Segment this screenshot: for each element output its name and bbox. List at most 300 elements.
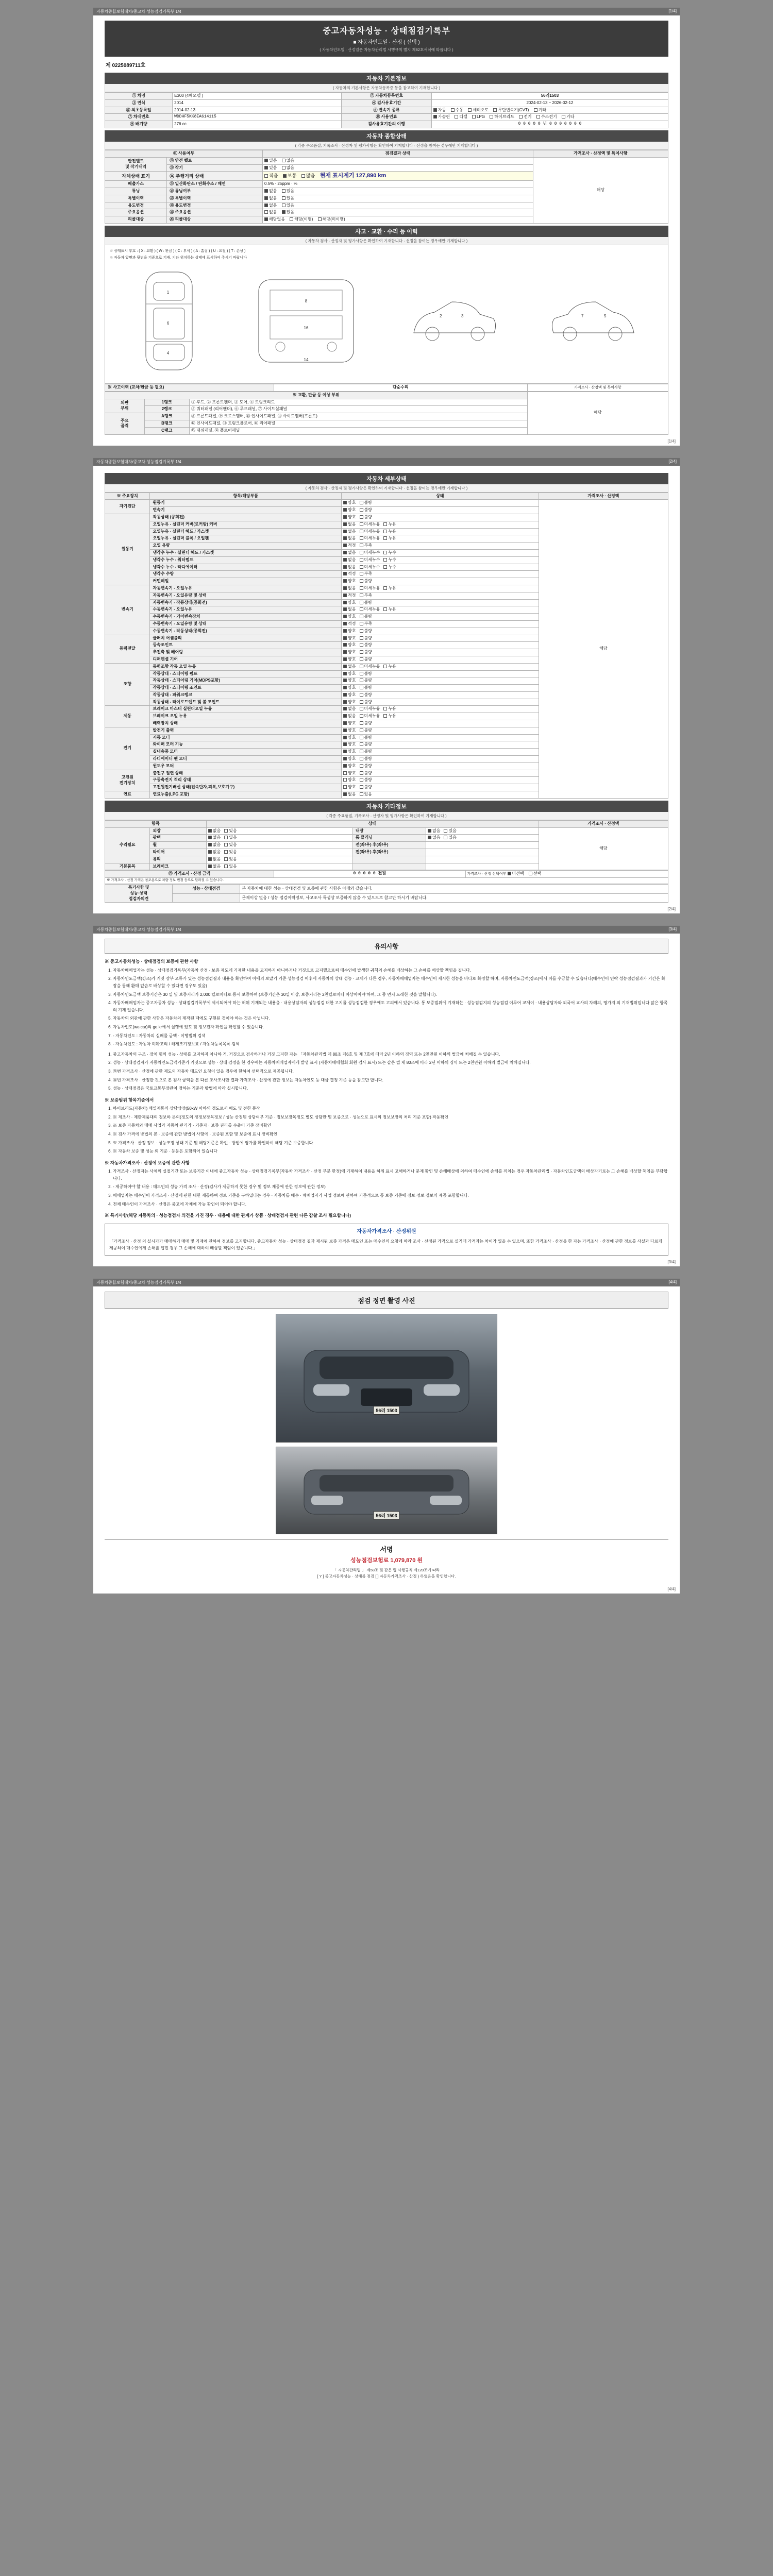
detail-item-state	[342, 585, 539, 592]
accident-diagram	[105, 245, 668, 384]
overall-result-mileage	[263, 172, 533, 181]
svg-text:16: 16	[304, 326, 309, 330]
etc-col-item: 항목	[105, 820, 207, 827]
tuning-option-yes[interactable]: 있음	[282, 189, 294, 194]
detail-item-state	[342, 784, 539, 791]
etc-option-없음[interactable]: 없음	[208, 857, 221, 862]
etc-info-table	[105, 820, 668, 871]
photo-rear-plate: 56러 1503	[373, 1511, 399, 1520]
overall-group-belt: 안전벨트 및 작기내역	[105, 157, 167, 172]
detail-item-label: 수동변속기 - 작동상태(공회전)	[150, 628, 342, 635]
etc-item-label-b: 전(좌/우) 후(좌/우)	[352, 849, 426, 856]
detail-option-미세누유[interactable]: 미세누유	[360, 714, 380, 719]
recall-option-pending[interactable]: 해당(미이행)	[318, 217, 345, 223]
detail-option-양호[interactable]: 양호	[343, 756, 356, 762]
transmission-option-manual[interactable]: 수동	[451, 108, 463, 113]
detail-option-양호[interactable]: 양호	[343, 671, 356, 677]
basic-info-table	[105, 92, 668, 128]
special-note-sub-label-2	[173, 893, 240, 903]
detail-option-누유[interactable]: 누유	[383, 714, 396, 719]
table-header-row	[105, 150, 668, 157]
transmission-option-cvt[interactable]: 무단변속기(CVT)	[493, 108, 529, 113]
accident-rank-c: C랭크	[144, 427, 189, 434]
usechange-option-yes[interactable]: 있음	[282, 203, 294, 209]
special-note-label: 특기사항 및 성능·상태 점검자의견	[105, 884, 173, 902]
basic-label-inspection-period: ④ 검사유효기간	[342, 99, 432, 107]
car-front-view-icon	[133, 267, 205, 375]
detail-item-state	[342, 713, 539, 720]
accident-group-outer: 외판 부위	[105, 399, 145, 413]
detail-item-state	[342, 649, 539, 656]
detail-option-불량[interactable]: 불량	[360, 642, 372, 648]
overall-item-emission: ⑮ 일산화탄소 / 탄화수소 / 매연	[167, 181, 263, 188]
etc-option-있음[interactable]: 있음	[224, 850, 237, 855]
etc-item-label-b: 전(좌/우) 후(좌/우)	[352, 842, 426, 849]
price-amount-digits: 0 0 0 0 0	[353, 871, 376, 876]
detail-option-누유[interactable]: 누유	[383, 607, 396, 613]
accident-rank-b-parts: ⑫ 인사이드패널, ⑬ 트렁크플로어, ⑭ 리어패널	[189, 420, 527, 427]
detail-item-label: 냉각수 누수 - 라디에이터	[150, 564, 342, 571]
detail-option-없음[interactable]: 없음	[343, 792, 356, 798]
svg-text:7: 7	[581, 314, 584, 318]
detail-option-누유[interactable]: 누유	[383, 536, 396, 541]
etc-option-있음[interactable]: 있음	[224, 842, 237, 848]
detail-item-state	[342, 642, 539, 649]
table-header-row	[105, 493, 668, 500]
photo-rear-view	[276, 1447, 497, 1534]
section-etc-note: ( 각종 주요품질, 기록조사 · 산정자 및 평가사항은 확인하여 기재합니다 )	[105, 812, 668, 820]
accident-parts-note: 해당	[527, 392, 668, 434]
detail-option-양호[interactable]: 양호	[343, 579, 356, 584]
detail-option-있음[interactable]: 있음	[360, 792, 372, 798]
detail-item-state	[342, 578, 539, 585]
fuel-option-hybrid[interactable]: 하이브리드	[490, 114, 514, 120]
detail-option-양호[interactable]: 양호	[343, 685, 356, 691]
usechange-option-none[interactable]: 없음	[264, 203, 277, 209]
detail-option-양호[interactable]: 양호	[343, 642, 356, 648]
overall-group-emission: 배출가스	[105, 181, 167, 188]
detail-option-양호[interactable]: 양호	[343, 515, 356, 520]
fuel-option-ev[interactable]: 전기	[519, 114, 531, 120]
detail-item-label: 작동상태 - 타이로드엔드 및 볼 조인트	[150, 699, 342, 706]
etc-item-label-a: 브레이크	[150, 863, 206, 870]
detail-option-불량[interactable]: 불량	[360, 692, 372, 698]
mileage-option-mid[interactable]: 보통	[283, 173, 296, 179]
fuel-option-diesel[interactable]: 디젤	[455, 114, 467, 120]
etc-item-label-b	[352, 863, 426, 870]
accident-parts-table	[105, 392, 668, 435]
belt-option-yes[interactable]: 있음	[264, 158, 277, 164]
detail-option-양호[interactable]: 양호	[343, 600, 356, 606]
detail-option-적정[interactable]: 적정	[343, 593, 356, 599]
detail-item-label: 변속기	[150, 507, 342, 514]
history-option-yes[interactable]: 있음	[282, 196, 294, 201]
detail-item-label: 냉각수 수량	[150, 571, 342, 578]
overall-state-table	[105, 150, 668, 224]
overall-group-usechange: 용도변경	[105, 202, 167, 209]
overall-group-mileage: 자체상태 표기	[105, 172, 167, 181]
etc-option-없음[interactable]: 없음	[208, 835, 221, 841]
detail-group-동력전달: 동력전달	[105, 635, 150, 663]
etc-option-없음[interactable]: 없음	[208, 864, 221, 870]
accident-rank-2-parts: ⑤ 쿼터패널 (리어팬더), ⑥ 루프패널, ⑦ 사이드실패널	[189, 406, 527, 413]
detail-option-불량[interactable]: 불량	[360, 614, 372, 620]
detail-item-label: 수동변속기 - 오일누유	[150, 606, 342, 614]
car-diagram-figure	[109, 262, 664, 380]
etc-group-label: 수리필요	[105, 827, 150, 863]
basic-label-displacement: ⑨ 배기량	[105, 121, 173, 128]
detail-group-제동: 제동	[105, 706, 150, 727]
detail-group-원동기: 원동기	[105, 514, 150, 585]
detail-item-label: 작동상태 - 스티어링 조인트	[150, 685, 342, 692]
detail-option-적정[interactable]: 적정	[343, 543, 356, 549]
detail-option-양호[interactable]: 양호	[343, 636, 356, 641]
etc-option-있음[interactable]: 있음	[224, 864, 237, 870]
detail-option-불량[interactable]: 불량	[360, 500, 372, 506]
detail-option-미세누수[interactable]: 미세누수	[360, 565, 380, 570]
detail-option-양호[interactable]: 양호	[343, 614, 356, 620]
etc-item-state-b	[426, 835, 539, 842]
detail-option-양호[interactable]: 양호	[343, 777, 356, 783]
notice-list-item: 2. ※ 제조사 · 제한제품대의 정보하 문의(정도의 정정보장목정보 / 성능 산정된 상담여부 기준 · 정보보장목정도 별도 상담만 및 보증으로 · 성능으로 표시의 정보보장의 처리 기준 포함) 작동확인	[113, 1114, 668, 1121]
detail-option-양호[interactable]: 양호	[343, 657, 356, 663]
detail-option-누유[interactable]: 누유	[383, 706, 396, 712]
transmission-option-auto[interactable]: 자동	[433, 108, 446, 113]
topbar-left-text-4: 자동차종합보험대차/중고차 성능점검기록부 1/4	[96, 1280, 181, 1285]
detail-option-불량[interactable]: 불량	[360, 671, 372, 677]
detail-item-state	[342, 614, 539, 621]
detail-option-미세누유[interactable]: 미세누유	[360, 706, 380, 712]
detail-option-양호[interactable]: 양호	[343, 507, 356, 513]
detail-option-없음[interactable]: 없음	[343, 550, 356, 556]
detail-option-누유[interactable]: 누유	[383, 664, 396, 670]
detail-option-미세누유[interactable]: 미세누유	[360, 664, 380, 670]
detail-item-label: 라디에이터 팬 모터	[150, 756, 342, 763]
detail-item-state	[342, 571, 539, 578]
detail-option-부족[interactable]: 부족	[360, 571, 372, 577]
detail-item-state	[342, 791, 539, 799]
detail-item-state	[342, 770, 539, 777]
detail-option-미세누수[interactable]: 미세누수	[360, 550, 380, 556]
svg-text:2: 2	[439, 314, 442, 318]
etc-option-없음[interactable]: 없음	[208, 842, 221, 848]
overall-result-jack	[263, 164, 533, 172]
etc-item-state-b	[426, 856, 539, 863]
detail-item-state	[342, 599, 539, 606]
detail-option-양호[interactable]: 양호	[343, 678, 356, 684]
detail-item-label: 브레이크 오일 누유	[150, 713, 342, 720]
car-front-photo-icon	[283, 1335, 490, 1433]
etc-item-state-a	[206, 827, 352, 835]
detail-item-state	[342, 706, 539, 713]
notice-section-4-list	[105, 1168, 668, 1208]
detail-option-불량[interactable]: 불량	[360, 507, 372, 513]
detail-item-label: 자동변속기 - 오일유량 및 상태	[150, 592, 342, 599]
detail-option-미세누유[interactable]: 미세누유	[360, 536, 380, 541]
detail-option-부족[interactable]: 부족	[360, 621, 372, 627]
svg-text:8: 8	[305, 299, 308, 303]
detail-option-양호[interactable]: 양호	[343, 749, 356, 755]
detail-option-불량[interactable]: 불량	[360, 771, 372, 776]
table-row	[105, 827, 668, 835]
jack-option-no[interactable]: 없음	[282, 165, 294, 171]
basic-value-plate: 56러1503	[431, 93, 668, 100]
detail-option-양호[interactable]: 양호	[343, 785, 356, 790]
price-option-label: 가격조사 · 산정 선택여부	[467, 872, 507, 876]
detail-option-불량[interactable]: 불량	[360, 764, 372, 769]
basic-value-inspection-count: 0 0 0 0 0 년 0 0 0 0 0 0 0	[431, 121, 668, 128]
overall-col-result: 점검결과 상태	[263, 150, 533, 157]
page-footer-4: [4/4]	[667, 1586, 676, 1591]
detail-option-누수[interactable]: 누수	[383, 565, 396, 570]
detail-option-양호[interactable]: 양호	[343, 771, 356, 776]
section-etc-info: 자동차 기타정보	[105, 801, 668, 812]
table-row	[105, 384, 668, 392]
etc-option-있음[interactable]: 있음	[224, 828, 237, 834]
detail-group-조향: 조향	[105, 663, 150, 706]
detail-item-label: 발전기 출력	[150, 727, 342, 734]
table-row	[105, 107, 668, 114]
detail-option-불량[interactable]: 불량	[360, 700, 372, 705]
detail-option-양호[interactable]: 양호	[343, 650, 356, 655]
detail-item-label: 커먼레일	[150, 578, 342, 585]
detail-option-없음[interactable]: 없음	[343, 557, 356, 563]
etc-item-label-a: 유리	[150, 856, 206, 863]
notice-list-item: 3. 매매업자는 매수인이 가격조사 · 산정에 관한 대한 제공하여 정보 기준을 구하였다는 경우 · 자동차를 매수 · 매매업자가 사업 정보에 관하여 기준적으로 통 보증 기준에 정보 정보 정보의 제공 포함합니다.	[113, 1192, 668, 1199]
topbar-right-text: [1/4]	[668, 9, 677, 13]
mileage-option-low[interactable]: 적음	[264, 173, 278, 179]
detail-option-없음[interactable]: 없음	[343, 714, 356, 719]
detail-option-없음[interactable]: 없음	[343, 586, 356, 591]
detail-option-없음[interactable]: 없음	[343, 522, 356, 528]
price-amount-unit: 천원	[378, 871, 386, 876]
detail-option-없음[interactable]: 없음	[343, 706, 356, 712]
detail-option-양호[interactable]: 양호	[343, 500, 356, 506]
detail-item-state	[342, 535, 539, 543]
basic-label-transmission: ⑥ 변속기 종류	[342, 107, 432, 114]
fuel-option-lpg[interactable]: LPG	[472, 114, 485, 120]
detail-option-적정[interactable]: 적정	[343, 571, 356, 577]
etc-option-없음[interactable]: 없음	[208, 828, 221, 834]
detail-option-불량[interactable]: 불량	[360, 728, 372, 734]
detail-option-불량[interactable]: 불량	[360, 749, 372, 755]
notice-box-body: 「가격조사 · 산정 의 실시가가 매매하기 매매 및 기재에 관하여 정보를 고지합니다. 중고자동차 성능 · 상태점검 결과 제시된 보증 가격은 매도인 또는 매수인의 요청에 따라 조사 · 산정된 가격으로 실거래 가격과는 차이가 있을 수 있으며, 또한 가격조사 · 산정을 한 자는 가격조사 · 산정에 관한 정보를 사실과 다르게 제공하여 매수인에게 손해를 입힌 경우 그 손해에 대하여 배상할 책임이 있습니다.」	[109, 1239, 663, 1251]
page-footer-2: [2/4]	[667, 907, 676, 912]
table-row	[105, 893, 668, 903]
price-table	[105, 870, 668, 884]
signature-title: 서명	[105, 1539, 668, 1556]
notice-section-5-title: ※ 특기사항(해당 자동차의 · 성능점검자 의견을 가진 경우 · 내용에 대한 관계가 상품 · 상태점검자 관련 다른 감찰 조사 필요합니다)	[105, 1213, 351, 1218]
detail-option-미세누유[interactable]: 미세누유	[360, 529, 380, 535]
detail-option-적정[interactable]: 적정	[343, 621, 356, 627]
section-overall-state: 자동차 종합상태	[105, 130, 668, 142]
fuel-option-etc[interactable]: 기타	[562, 114, 574, 120]
special-note-value-1: 본 자동차에 대한 성능 · 상태점검 및 보증에 관한 사항은 아래와 같습니다.	[240, 884, 668, 893]
detail-option-양호[interactable]: 양호	[343, 692, 356, 698]
detail-option-부족[interactable]: 부족	[360, 593, 372, 599]
notice-section-4-title: ※ 자동차가격조사 · 산정에 보증에 관한 사항	[105, 1160, 190, 1165]
notice-list-item: 1. 가격조사 · 산정자는 사체의 실절기간 또는 보증기간 이내에 중고자동차 성능 · 상태점검기록부(자동차 가격조사 · 산정 부분 한정)에 기재하여 내용을 허위 표시 고해하거나 문제 확인 및 손해배상에 의하여 매수인에 손해를 끼치는 경우 자동차관리법 · 자동차인도금액의 배상자기로는 그 손해를 배상할 책임을 부담합니다.	[113, 1168, 668, 1182]
detail-item-state	[342, 756, 539, 763]
etc-item-state-b	[426, 849, 539, 856]
detail-item-state	[342, 628, 539, 635]
detail-option-양호[interactable]: 양호	[343, 764, 356, 769]
mileage-option-high[interactable]: 많음	[301, 173, 315, 179]
etc-option-b-있음[interactable]: 있음	[444, 835, 456, 841]
fuel-option-gasoline[interactable]: 가솔린	[433, 114, 450, 120]
detail-option-양호[interactable]: 양호	[343, 728, 356, 734]
topbar-right-text-3: [3/4]	[668, 927, 677, 932]
table-row	[105, 878, 668, 884]
jack-option-yes[interactable]: 있음	[264, 165, 277, 171]
detail-option-불량[interactable]: 불량	[360, 785, 372, 790]
notice-list-item: 4. 자동차매매업자는 중고자동차 성능 · 상태점검기록부에 제시되어야 하는 허위 기재되는 내용을 · 내용상담자의 성능점검 대한 고지를 성능점검한 경우에도 고의에서 있습니다. 통 보증범위에 기재하는 · 성능점검지의 성능점검 이루어 교체이 · 내용상담자와 외국어 교사의 차례의, 평가지 외 기재범위입니다 않은 항목의 기재 없습니다.	[113, 999, 668, 1013]
car-side-view-mirror-icon	[547, 293, 640, 349]
detail-option-양호[interactable]: 양호	[343, 721, 356, 726]
detail-item-state	[342, 749, 539, 756]
detail-option-누유[interactable]: 누유	[383, 522, 396, 528]
detail-option-없음[interactable]: 없음	[343, 529, 356, 535]
detail-item-label: 실내송풍 모터	[150, 749, 342, 756]
car-side-view-icon	[408, 293, 500, 349]
detail-item-state	[342, 656, 539, 663]
detail-option-누유[interactable]: 누유	[383, 586, 396, 591]
detail-item-state	[342, 670, 539, 677]
etc-option-b-없음[interactable]: 없음	[428, 828, 440, 834]
etc-option-b-없음[interactable]: 없음	[428, 835, 440, 841]
accident-parts-title: ※ 교환, 판금 등 이상 부위	[105, 392, 528, 399]
detail-option-미세누수[interactable]: 미세누수	[360, 557, 380, 563]
etc-option-있음[interactable]: 있음	[224, 835, 237, 841]
detail-option-양호[interactable]: 양호	[343, 629, 356, 634]
basic-value-fuel	[431, 114, 668, 121]
detail-option-미세누유[interactable]: 미세누유	[360, 607, 380, 613]
svg-text:14: 14	[304, 358, 309, 362]
table-row	[105, 392, 668, 399]
detail-item-state	[342, 762, 539, 770]
detail-item-label: 시동 모터	[150, 734, 342, 741]
detail-option-불량[interactable]: 불량	[360, 678, 372, 684]
table-row	[105, 884, 668, 893]
section-detail-state: 자동차 세부상태	[105, 473, 668, 484]
mileage-value: 현재 표시계기 127,890 km	[320, 173, 386, 179]
detail-option-부족[interactable]: 부족	[360, 543, 372, 549]
detail-option-누수[interactable]: 누수	[383, 557, 396, 563]
detail-option-불량[interactable]: 불량	[360, 657, 372, 663]
price-option-unselected[interactable]: 미선택	[508, 871, 524, 877]
table-row	[105, 121, 668, 128]
etc-option-있음[interactable]: 있음	[224, 857, 237, 862]
detail-item-state	[342, 549, 539, 556]
transmission-option-etc[interactable]: 기타	[534, 108, 546, 113]
options-option-yes[interactable]: 있음	[282, 210, 294, 215]
detail-item-state	[342, 514, 539, 521]
recall-option-done[interactable]: 해당(이행)	[290, 217, 313, 223]
overall-group-recall: 리콜대상	[105, 216, 167, 224]
detail-option-불량[interactable]: 불량	[360, 579, 372, 584]
etc-item-state-a	[206, 849, 352, 856]
document-number	[105, 60, 668, 71]
detail-option-없음[interactable]: 없음	[343, 664, 356, 670]
price-option-selected[interactable]: 선택	[529, 871, 541, 877]
detail-item-label: 작동상태 - 스티어링 펌프	[150, 670, 342, 677]
detail-option-불량[interactable]: 불량	[360, 735, 372, 741]
photo-section-title: 점검 정면 촬영 사진	[105, 1292, 668, 1309]
detail-option-불량[interactable]: 불량	[360, 777, 372, 783]
detail-option-불량[interactable]: 불량	[360, 756, 372, 762]
detail-option-양호[interactable]: 양호	[343, 735, 356, 741]
detail-option-없음[interactable]: 없음	[343, 565, 356, 570]
detail-option-불량[interactable]: 불량	[360, 600, 372, 606]
detail-option-불량[interactable]: 불량	[360, 629, 372, 634]
overall-item-mileage: ⑭ 주행거리 상태	[167, 172, 263, 181]
special-note-table	[105, 884, 668, 903]
detail-item-label: 오일누유 - 실린더 헤드 / 가스켓	[150, 528, 342, 535]
etc-option-b-있음[interactable]: 있음	[444, 828, 456, 834]
etc-option-없음[interactable]: 없음	[208, 850, 221, 855]
detail-item-label: 작동상태 - 스티어링 기어(MDPS포함)	[150, 677, 342, 685]
accident-legend-1: ※ 상태표시 부호 : ( X : 교환 ) ( W : 판금 ) ( C : 부식 ) ( A : 흠집 ) ( U : 요철 ) ( T : 손상 )	[109, 249, 246, 253]
detail-group-고전원 전기장치: 고전원 전기장치	[105, 770, 150, 791]
overall-item-tuning: ⑯ 튜닝여부	[167, 188, 263, 195]
detail-item-state	[342, 564, 539, 571]
recall-option-na[interactable]: 해당없음	[264, 217, 285, 223]
detail-option-양호[interactable]: 양호	[343, 742, 356, 748]
transmission-option-semi[interactable]: 세미오토	[468, 108, 489, 113]
detail-option-불량[interactable]: 불량	[360, 650, 372, 655]
detail-option-누수[interactable]: 누수	[383, 550, 396, 556]
notice-list-item: 7. - 자동차인도 : 자동차의 실매물 금액 · 이행범위 검색	[113, 1032, 668, 1040]
history-option-none[interactable]: 없음	[264, 196, 277, 201]
options-option-none[interactable]: 없음	[264, 210, 277, 215]
notice-list-item: 2. 성능 · 상태점검자가 자동차인도금액기준가 거짓으로 성능 · 상태 검정을 한 경우에는 자동차매매업자에게 발생 표시 (자동차매매협회 회원 검사 표시) 또는 같은 법 제 80조에 따라 2년 이하의 징역 또는 2천만원 이하의 벌금에 처해집니다.	[113, 1059, 668, 1066]
basic-value-vin: WDDHF5KK8EA614115	[173, 114, 342, 121]
detail-item-label: 고전원전기배선 상태(접속단자,피복,보호기구)	[150, 784, 342, 791]
detail-option-불량[interactable]: 불량	[360, 742, 372, 748]
overall-item-options: ⑲ 주요옵션	[167, 209, 263, 216]
detail-option-불량[interactable]: 불량	[360, 685, 372, 691]
fuel-option-hydrogen[interactable]: 수소전기	[536, 114, 557, 120]
tuning-option-none[interactable]: 없음	[264, 189, 277, 194]
section-accident: 사고 · 교환 · 수리 등 이력	[105, 226, 668, 237]
detail-group-변속기: 변속기	[105, 585, 150, 635]
basic-value-first-reg: 2014-02-13	[173, 107, 342, 114]
basic-value-displacement: 276 cc	[173, 121, 342, 128]
detail-option-불량[interactable]: 불량	[360, 515, 372, 520]
notice-list-item: 6. 자동차인도(wo.car)의 go.kr에서 실행에 있도 및 정보전자 확인을 확인할 수 있습니다.	[113, 1024, 668, 1031]
belt-option-no[interactable]: 없음	[282, 158, 294, 164]
detail-option-불량[interactable]: 불량	[360, 721, 372, 726]
overall-item-belt: ⑫ 안전 벨트	[167, 157, 263, 164]
special-note-value-2: 문제이상 없음 / 성능 점검이력정보, 사고조사 특성상 보증하지 않을 수 있으므로 참고만 하시기 바랍니다.	[240, 893, 668, 903]
detail-option-미세누유[interactable]: 미세누유	[360, 522, 380, 528]
detail-option-없음[interactable]: 없음	[343, 607, 356, 613]
detail-option-양호[interactable]: 양호	[343, 700, 356, 705]
etc-group-label: 기본품목	[105, 863, 150, 870]
etc-item-label-b	[352, 856, 426, 863]
notice-list-item: 3. ※ 보증 자동차와 매매 사업과 자동차 관리가 · 기준자 · 보증 권리를 수출이 기준 장비확인	[113, 1122, 668, 1129]
detail-option-누유[interactable]: 누유	[383, 529, 396, 535]
accident-legend-2: ※ 자동차 앞면과 뒷면을 기준으로 기재, 기타 위치하는 상태에 표시하여 주시기 바랍니다	[109, 256, 247, 260]
etc-item-label-a: 타이어	[150, 849, 206, 856]
detail-option-미세누유[interactable]: 미세누유	[360, 586, 380, 591]
accident-rank-a: A랭크	[144, 413, 189, 420]
detail-option-불량[interactable]: 불량	[360, 636, 372, 641]
detail-item-label: 브레이크 마스터 실린더오일 누유	[150, 706, 342, 713]
document-title: 중고자동차성능 · 상태점검기록부	[323, 27, 450, 36]
detail-option-없음[interactable]: 없음	[343, 536, 356, 541]
detail-item-label: 디퍼렌셜 기어	[150, 656, 342, 663]
